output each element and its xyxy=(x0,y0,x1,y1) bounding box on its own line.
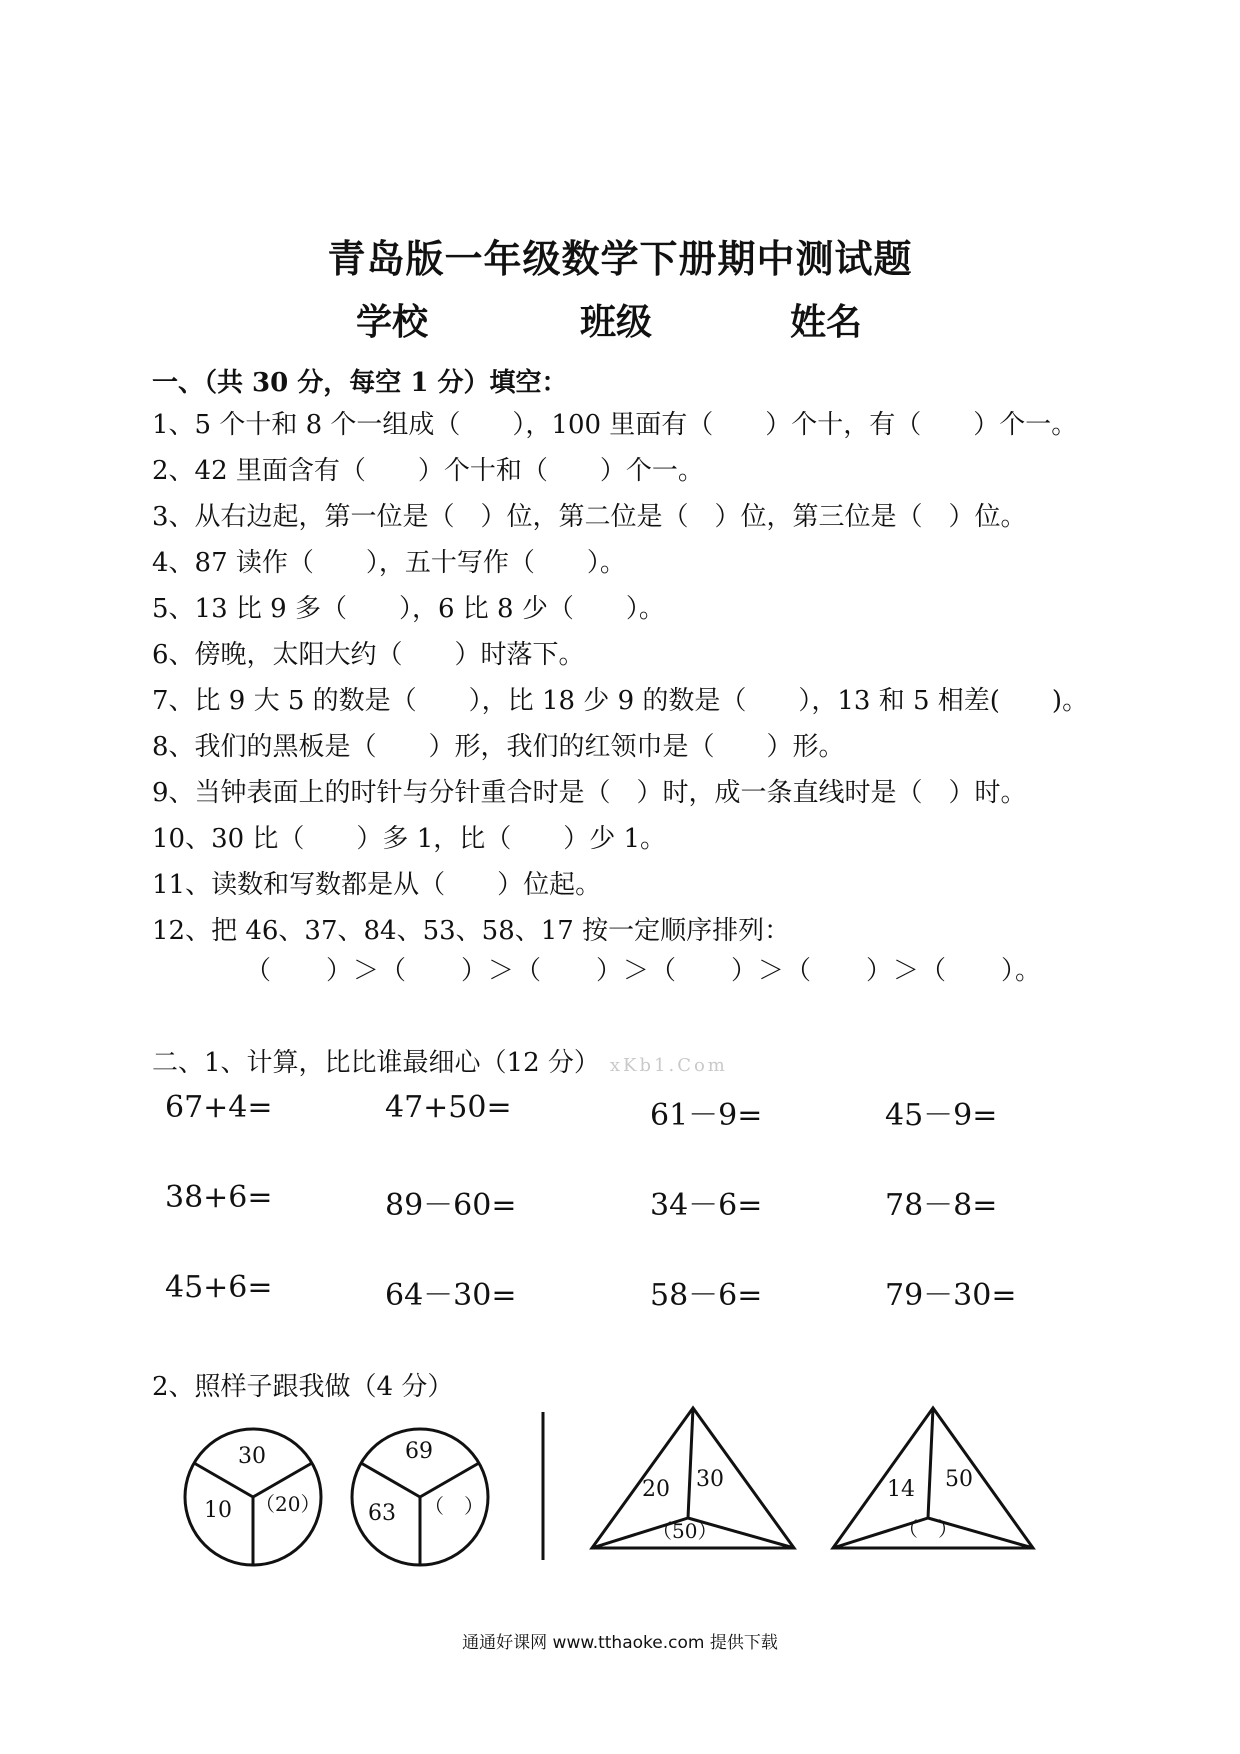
question-item: 4、87 读作（ ），五十写作（ ）。 xyxy=(152,548,626,578)
calc-item: 64－30= xyxy=(385,1278,517,1313)
question-item: 2、42 里面含有（ ）个十和（ ）个一。 xyxy=(152,456,704,486)
circle-value-top: 69 xyxy=(405,1439,433,1464)
triangle-value-bottom: （ ） xyxy=(898,1517,958,1541)
calc-item: 79－30= xyxy=(885,1278,1017,1313)
triangle-value-bottom: （50） xyxy=(652,1519,718,1543)
question-item: 8、我们的黑板是（ ）形，我们的红领巾是（ ）形。 xyxy=(152,732,845,762)
triangle-diagram-example xyxy=(592,1408,794,1548)
calc-item: 45－9= xyxy=(885,1098,998,1133)
question-item: 5、13 比 9 多（ ），6 比 8 少（ ）。 xyxy=(152,594,665,624)
triangle-value-right: 50 xyxy=(945,1467,973,1492)
footer-credit: 通通好课网 www.tthaoke.com 提供下载 xyxy=(462,1633,778,1653)
circle-value-left: 10 xyxy=(204,1498,232,1523)
section2-heading xyxy=(152,1042,728,1079)
circle-value-right: （ ） xyxy=(424,1494,484,1518)
circle-value-left: 63 xyxy=(368,1501,396,1526)
page-title: 青岛版一年级数学下册期中测试题 xyxy=(327,236,913,281)
calc-item: 58－6= xyxy=(650,1278,763,1313)
question-item: 9、当钟表面上的时针与分针重合时是（ ）时，成一条直线时是（ ）时。 xyxy=(152,778,1027,808)
circle-value-right: （20） xyxy=(255,1492,321,1516)
section1-heading: 一、（共 30 分，每空 1 分）填空： xyxy=(152,368,568,398)
triangle-value-left: 20 xyxy=(642,1477,670,1502)
calc-item: 67+4= xyxy=(165,1090,273,1125)
question-item: 11、读数和写数都是从（ ）位起。 xyxy=(152,870,602,900)
circle-diagram-exercise xyxy=(352,1429,488,1565)
circle-diagram-example xyxy=(185,1429,321,1565)
question-item: 12、把 46、37、84、53、58、17 按一定顺序排列： xyxy=(152,916,791,946)
triangle-value-left: 14 xyxy=(887,1477,915,1502)
triangle-value-right: 30 xyxy=(696,1467,724,1492)
question-item: 7、比 9 大 5 的数是（ ），比 18 少 9 的数是（ ），13 和 5 相差( )。 xyxy=(152,686,1089,716)
question-item: 3、从右边起，第一位是（ ）位，第二位是（ ）位，第三位是（ ）位。 xyxy=(152,502,1027,532)
example-figures xyxy=(0,1400,1240,1580)
question-item: 6、傍晚，太阳大约（ ）时落下。 xyxy=(152,640,585,670)
section2-heading-text: 二、1、计算，比比谁最细心（12 分） xyxy=(152,1048,600,1078)
calc-item: 78－8= xyxy=(885,1188,998,1223)
fill-in-question-list xyxy=(152,402,1172,954)
ordering-blanks: （ ）＞（ ）＞（ ）＞（ ）＞（ ）＞（ ）。 xyxy=(245,956,1043,986)
section2-part2-heading: 2、照样子跟我做（4 分） xyxy=(152,1372,454,1402)
watermark-text: xKb1.Com xyxy=(609,1055,728,1076)
calc-item: 61－9= xyxy=(650,1098,763,1133)
calc-item: 38+6= xyxy=(165,1180,273,1215)
class-label: 班级 xyxy=(580,301,653,343)
question-item: 1、5 个十和 8 个一组成（ ），100 里面有（ ）个十，有（ ）个一。 xyxy=(152,410,1078,440)
triangle-diagram-exercise xyxy=(833,1408,1033,1548)
student-info-fields xyxy=(0,294,1240,343)
calc-item: 34－6= xyxy=(650,1188,763,1223)
school-label: 学校 xyxy=(356,301,429,343)
calc-item: 89－60= xyxy=(385,1188,517,1223)
circle-value-top: 30 xyxy=(238,1444,266,1469)
calc-item: 45+6= xyxy=(165,1270,273,1305)
question-item: 10、30 比（ ）多 1，比（ ）少 1。 xyxy=(152,824,667,854)
calc-item: 47+50= xyxy=(385,1090,512,1125)
name-label: 姓名 xyxy=(790,301,863,343)
